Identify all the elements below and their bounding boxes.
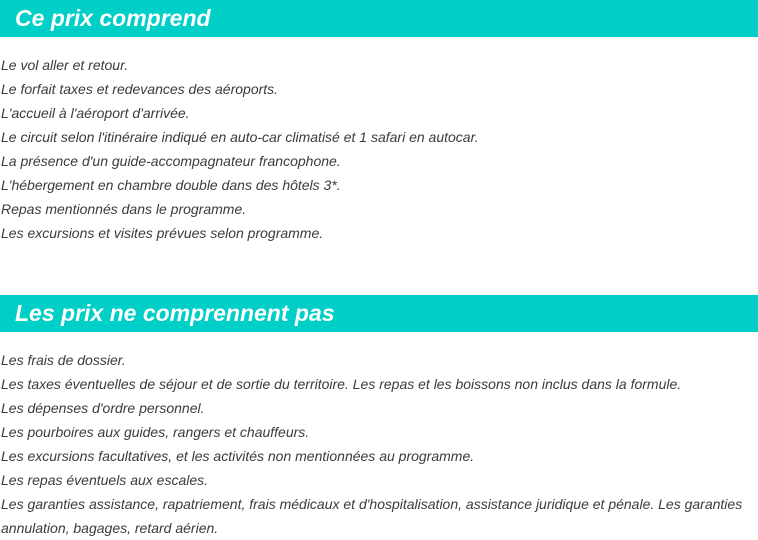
included-item: Le circuit selon l'itinéraire indiqué en auto-car climatisé et 1 safari en autocar. [1, 129, 479, 145]
excluded-item: Les pourboires aux guides, rangers et chauffeurs. [1, 424, 310, 440]
excluded-list [0, 348, 758, 540]
included-heading: Ce prix comprend [0, 0, 758, 37]
included-section [0, 0, 758, 245]
excluded-item: Les dépenses d'ordre personnel. [1, 400, 205, 416]
excluded-item: Les repas éventuels aux escales. [1, 472, 209, 488]
included-item: Repas mentionnés dans le programme. [1, 201, 247, 217]
included-item: Les excursions et visites prévues selon programme. [1, 225, 324, 241]
excluded-item: Les taxes éventuelles de séjour et de sortie du territoire. Les repas et les boissons non inclus dans la formule. [1, 376, 682, 392]
included-item: La présence d'un guide-accompagnateur francophone. [1, 153, 341, 169]
included-item: L'accueil à l'aéroport d'arrivée. [1, 105, 190, 121]
excluded-section [0, 295, 758, 540]
included-item: L'hébergement en chambre double dans des hôtels 3*. [1, 177, 341, 193]
included-item: Le vol aller et retour. [1, 57, 129, 73]
included-item: Le forfait taxes et redevances des aéroports. [1, 81, 279, 97]
included-list [0, 53, 758, 245]
excluded-item: Les excursions facultatives, et les activités non mentionnées au programme. [1, 448, 475, 464]
excluded-item: Les frais de dossier. [1, 352, 126, 368]
excluded-item: Les garanties assistance, rapatriement, frais médicaux et d'hospitalisation, assistance juridique et pénale. Les garanties annulation, bagages, retard aérien. [1, 496, 743, 536]
excluded-heading: Les prix ne comprennent pas [0, 295, 758, 332]
